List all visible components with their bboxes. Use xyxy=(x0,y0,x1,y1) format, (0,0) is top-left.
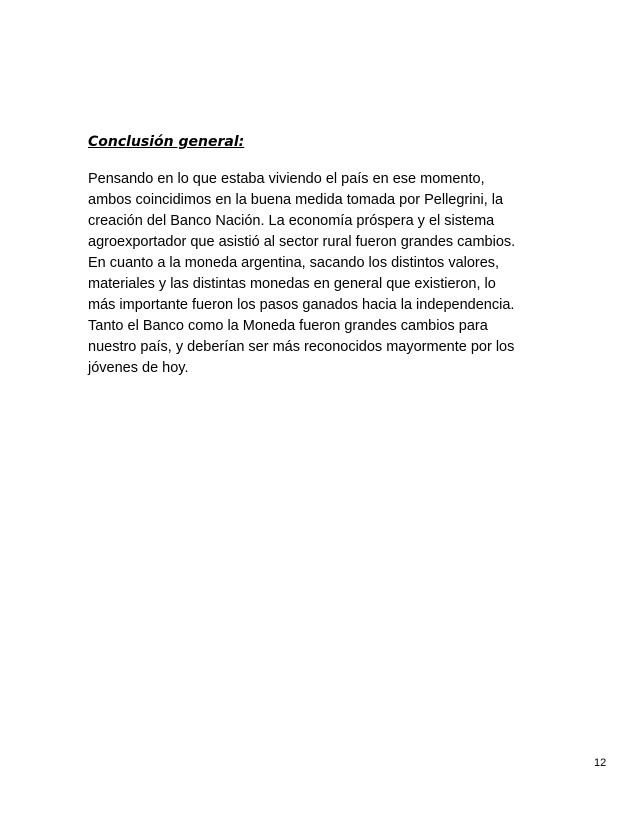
paragraph-line: jóvenes de hoy. xyxy=(88,360,189,376)
conclusion-paragraph xyxy=(88,169,538,379)
paragraph-line: ambos coincidimos en la buena medida tomada por Pellegrini, la xyxy=(88,192,504,208)
page-number: 12 xyxy=(594,757,607,769)
paragraph-line: más importante fueron los pasos ganados hacia la independencia. xyxy=(88,297,515,313)
paragraph-line: creación del Banco Nación. La economía próspera y el sistema xyxy=(88,213,495,229)
paragraph-line: Pensando en lo que estaba viviendo el país en ese momento, xyxy=(88,171,485,187)
section-heading: Conclusión general: xyxy=(88,134,245,150)
paragraph-line: materiales y las distintas monedas en general que existieron, lo xyxy=(88,276,496,292)
paragraph-line: En cuanto a la moneda argentina, sacando los distintos valores, xyxy=(88,255,500,271)
paragraph-line: agroexportador que asistió al sector rural fueron grandes cambios. xyxy=(88,234,516,250)
paragraph-line: Tanto el Banco como la Moneda fueron grandes cambios para xyxy=(88,318,488,334)
paragraph-line: nuestro país, y deberían ser más reconocidos mayormente por los xyxy=(88,339,515,355)
